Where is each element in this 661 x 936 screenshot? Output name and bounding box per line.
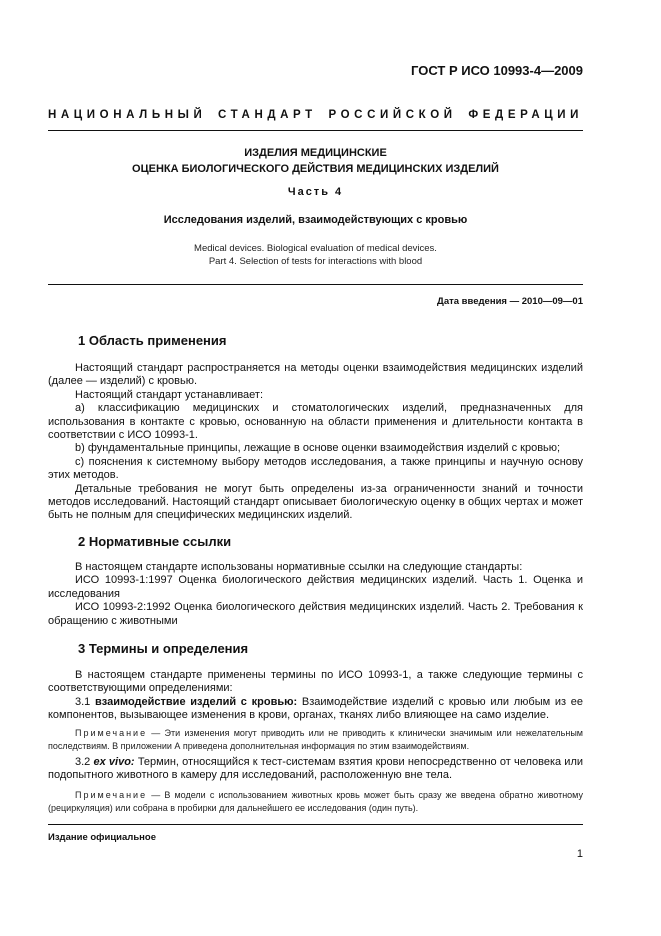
term-3-2: [48, 756, 583, 783]
title-line-1: ИЗДЕЛИЯ МЕДИЦИНСКИЕ: [244, 147, 387, 159]
reference-item: ИСО 10993-1:1997 Оценка биологического действия медицинских изделий. Часть 1. Оценка и исследования: [48, 574, 583, 600]
top-rule: [48, 130, 583, 131]
term-3-2-block: [48, 756, 583, 783]
english-title-line-1: Medical devices. Biological evaluation of medical devices.: [194, 243, 437, 254]
term-name: взаимодействие изделий с кровью:: [95, 695, 298, 708]
note-label: Примечание: [75, 790, 148, 800]
section-3-body: [48, 669, 583, 723]
edition-label: Издание официальное: [48, 832, 156, 843]
section-1-body: [48, 362, 583, 523]
title-rule: [48, 284, 583, 285]
note-2: [48, 789, 583, 814]
section-2-body: [48, 561, 583, 628]
section-1-heading: 1 Область применения: [78, 333, 227, 348]
title-line-2: ОЦЕНКА БИОЛОГИЧЕСКОГО ДЕЙСТВИЯ МЕДИЦИНСКИХ ИЗДЕЛИЙ: [132, 163, 499, 175]
paragraph: а) классификацию медицинских и стоматологических изделий, предназначенных для использования в контакте с кровью, основанную на области применения и длительности контакта в соответствии с ИСО 10993-1.: [48, 402, 583, 442]
paragraph: В настоящем стандарте применены термины по ИСО 10993-1, а также следующие термины с соответствующими определениями:: [48, 669, 583, 695]
page-number: 1: [576, 848, 583, 860]
paragraph: Настоящий стандарт устанавливает:: [75, 388, 263, 401]
term-number: 3.1: [75, 695, 91, 708]
term-definition: Взаимодействие изделий с кровью или любым из ее компонентов, вызывающее изменения в крови, органах, тканях либо влияющее на само изделие.: [48, 695, 584, 722]
part-number: Часть 4: [287, 186, 344, 198]
paragraph: с) пояснения к системному выбору методов исследования, а также принципы и научную основу этих методов.: [48, 455, 583, 482]
note-1: [48, 727, 583, 752]
document-title: [48, 145, 583, 177]
introduction-date: Дата введения — 2010—09—01: [437, 296, 583, 307]
section-2-heading: 2 Нормативные ссылки: [78, 534, 232, 549]
term-definition: Термин, относящийся к тест-системам взятия крови непосредственно от человека или подопытного животного в камеру для исследований, расположенную вне тела.: [48, 756, 584, 782]
document-code: ГОСТ Р ИСО 10993-4—2009: [411, 63, 583, 78]
note-text: — Эти изменения могут приводить или не приводить к клинически значимым или нежелательным последствиям. В приложении А приведена дополнительная информация по этим взаимодействиям.: [48, 728, 583, 751]
term-number: 3.2: [75, 756, 91, 768]
note-text: — В модели с использованием животных кровь может быть сразу же введена обратно животному (рециркуляция) или собрана в пробирки для дальнейшего ее исследования (один путь).: [48, 790, 583, 813]
footer-rule: [48, 824, 583, 825]
note-label: Примечание: [75, 728, 148, 738]
national-standard-banner: НАЦИОНАЛЬНЫЙ СТАНДАРТ РОССИЙСКОЙ ФЕДЕРАЦИИ: [48, 109, 583, 121]
section-3-heading: 3 Термины и определения: [78, 641, 249, 656]
paragraph: В настоящем стандарте использованы нормативные ссылки на следующие стандарты:: [75, 561, 523, 573]
paragraph: Детальные требования не могут быть определены из-за ограниченности знаний и точности методов исследований. Настоящий стандарт описывает биологическую оценку в общих чертах и может быть не полным для специфических медицинских изделий.: [48, 482, 583, 522]
english-title: [48, 242, 583, 268]
reference-item: ИСО 10993-2:1992 Оценка биологического действия медицинских изделий. Часть 2. Требования к обращению с животными: [48, 601, 583, 627]
paragraph: Настоящий стандарт распространяется на методы оценки взаимодействия медицинских изделий (далее — изделий) с кровью.: [48, 362, 583, 388]
term-name: ex vivo:: [93, 756, 135, 768]
term-3-1: [48, 696, 583, 723]
paragraph: b) фундаментальные принципы, лежащие в основе оценки взаимодействия изделий с кровью;: [75, 442, 561, 455]
english-title-line-2: Part 4. Selection of tests for interactions with blood: [208, 256, 423, 267]
document-subtitle: Исследования изделий, взаимодействующих с кровью: [163, 214, 468, 226]
